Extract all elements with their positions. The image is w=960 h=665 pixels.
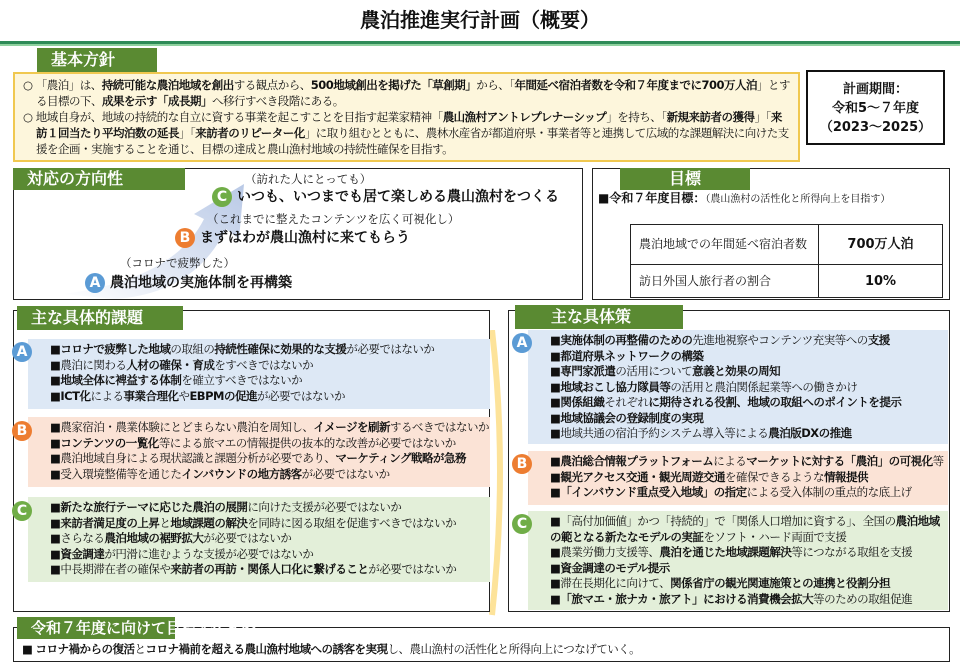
text-segment: 等のための取組促進 <box>813 591 913 606</box>
emphasis-text: 500地域創出を掲げた「草創期」 <box>310 78 477 92</box>
emphasis-text: 持続可能な農泊地域を創出 <box>101 78 234 92</box>
text-segment: による <box>90 388 124 403</box>
text-segment: による <box>713 454 747 468</box>
text-segment: ■ <box>550 454 561 468</box>
list-item <box>50 531 490 547</box>
goals-note: （農山漁村の活性化と所得向上を目指す） <box>705 194 891 205</box>
target-heading: 令和７年度に向けて目指すべき姿 <box>17 617 175 639</box>
badge-b: B <box>12 421 32 441</box>
goal-name: 訪日外国人旅行者の割合 <box>631 265 819 298</box>
emphasis-text: 意義と効果の周知 <box>692 364 781 378</box>
text-segment: し、農山漁村の活性化と所得向上につなげていく。 <box>387 642 641 656</box>
badge-a: A <box>85 273 105 293</box>
text-segment: 等による旅マエの情報提供の抜本的な改善が必要ではないか <box>158 435 456 450</box>
title-rule-light <box>0 44 960 46</box>
basic-policy-box <box>13 72 800 162</box>
text-segment: による受入体制の重点的な底上げ <box>746 485 912 499</box>
text-segment: が必要ではないか <box>203 531 292 545</box>
text-segment: ■ <box>550 348 561 363</box>
target-statement <box>22 642 640 658</box>
list-item <box>50 436 490 452</box>
text-segment: ■ <box>50 515 61 530</box>
emphasis-text: インバウンドの地方誘客 <box>181 466 302 481</box>
emphasis-text: 持続性確保に効果的な支援 <box>214 342 347 356</box>
emphasis-text: コンテンツの一覧化 <box>60 435 159 450</box>
emphasis-text: 農泊版DXの推進 <box>768 426 852 440</box>
emphasis-text: 実施体制の再整備のための <box>560 333 693 347</box>
emphasis-text: 地域協議会の登録制度の実現 <box>560 410 704 425</box>
direction-c-sub: （訪れた人にとっても） <box>245 172 372 186</box>
badge-c: C <box>212 187 232 207</box>
list-item <box>50 389 490 405</box>
text-segment: と <box>134 642 146 656</box>
goal-name: 農泊地域での年間延べ宿泊者数 <box>631 225 819 265</box>
text-segment: 」を持ち、「 <box>606 110 667 124</box>
goals-label <box>598 191 943 221</box>
text-segment: それぞれ <box>604 395 649 409</box>
text-segment: へ移行すべき段階にある。 <box>212 94 344 108</box>
emphasis-text: 来訪１回当たり平均泊数の延長 <box>36 110 782 140</box>
emphasis-text: 支援 <box>867 333 890 347</box>
measures-heading: 主な具体策 <box>515 305 683 329</box>
text-segment: ■滞在長期化に向けて、 <box>550 576 671 590</box>
text-segment: 」とする目標の下、 <box>36 78 790 108</box>
list-item <box>50 373 490 389</box>
emphasis-text: 人材の確保・育成 <box>126 357 215 372</box>
text-segment: 」「 <box>754 110 771 124</box>
list-item <box>550 380 948 396</box>
direction-c-main: いつも、いつまでも居て楽しめる農山漁村をつくる <box>237 189 559 205</box>
emphasis-text: 農泊地域 <box>895 514 940 528</box>
list-item <box>550 395 948 411</box>
text-segment: ■農業労働力支援等、 <box>550 545 660 559</box>
text-segment: ■ <box>550 364 561 378</box>
text-segment: ■ <box>550 379 561 394</box>
measures-group-a <box>528 330 948 444</box>
emphasis-text: 農山漁村アントレプレナーシップ <box>442 110 607 124</box>
text-segment: をすべきではないか <box>214 357 314 372</box>
issues-group-c <box>28 497 490 582</box>
list-item <box>550 454 948 470</box>
badge-a: A <box>12 342 32 362</box>
text-segment: が必要ではないか <box>256 388 345 403</box>
text-segment: する観点から、 <box>233 78 311 92</box>
emphasis-text: 農泊地域の裾野拡大 <box>104 531 204 545</box>
goals-label-text: ■令和７年度目標： <box>598 191 706 205</box>
text-segment: ■ <box>50 342 61 356</box>
emphasis-text: 情報提供 <box>824 469 869 484</box>
plan-period-label: 計画期間： <box>842 82 908 97</box>
direction-a-main: 農泊地域の実施体制を再構築 <box>110 275 292 291</box>
text-segment: の活用について <box>615 364 693 378</box>
direction-b-main: まずはわが農山漁村に来てもらう <box>200 230 410 246</box>
emphasis-text: の範となる新たなモデルの実証 <box>550 529 704 544</box>
text-segment: ■ <box>550 591 561 606</box>
text-segment: ■ <box>22 642 36 656</box>
plan-period-years: 令和5～７年度 <box>831 101 920 116</box>
list-item <box>50 358 490 374</box>
text-segment: から、「 <box>476 78 515 92</box>
list-item <box>50 562 490 578</box>
emphasis-text: イメージを刷新 <box>313 420 391 434</box>
text-segment: が必要ではないか <box>301 466 390 481</box>
policy-paragraph <box>23 109 790 157</box>
text-segment: ■農泊地域自身による現状認識と課題分析が必要であり、 <box>50 451 336 465</box>
text-segment: ■「高付加価値」かつ「持続的」で「関係人口増加に資する」、全国の <box>550 514 896 528</box>
emphasis-text: 年間延べ宿泊者数を令和７年度までに700万人泊 <box>514 78 757 92</box>
text-segment: ■ <box>50 435 61 450</box>
text-segment: ■ <box>50 546 61 561</box>
goal-value: 10% <box>819 265 943 298</box>
measures-group-c <box>528 511 948 610</box>
list-item <box>550 530 948 546</box>
text-segment: の取組の <box>170 342 215 356</box>
emphasis-text: 関係省庁の観光関連施策との連携と役割分担 <box>670 576 891 590</box>
plan-period-box <box>806 70 945 145</box>
text-segment: 等 <box>932 454 944 468</box>
policy-paragraph <box>23 77 790 109</box>
badge-b: B <box>512 454 532 474</box>
badge-c: C <box>512 514 532 534</box>
direction-b-sub: （これまでに整えたコンテンツを広く可視化し） <box>207 212 460 226</box>
emphasis-text: 観光アクセス交通・観光周遊交通 <box>560 469 726 484</box>
goals-table <box>630 224 943 298</box>
list-item <box>550 576 948 592</box>
list-item <box>550 426 948 442</box>
emphasis-text: 新たな旅行テーマに応じた農泊の展開 <box>60 500 248 514</box>
emphasis-text: 来訪者の再訪・関係人口化に繋げること <box>170 562 369 576</box>
text-segment: ■ <box>550 469 561 484</box>
list-item <box>550 333 948 349</box>
plan-period-range: （2023～2025） <box>819 120 932 135</box>
list-item <box>550 485 948 501</box>
text-segment: ■受入環境整備等を通じた <box>50 466 182 481</box>
emphasis-text: 「旅マエ・旅ナカ・旅アト」における消費機会拡大 <box>560 591 814 606</box>
text-segment: 先進地視察やコンテンツ充実等への <box>692 333 868 347</box>
text-segment: が必要ではないか <box>368 562 457 576</box>
list-item <box>50 342 490 358</box>
text-segment: が必要ではないか <box>346 342 435 356</box>
measures-group-b <box>528 451 948 505</box>
issues-heading: 主な具体的課題 <box>17 306 183 330</box>
text-segment: ○ 「農泊」は、 <box>23 78 102 92</box>
text-segment: 」「 <box>179 126 196 140</box>
list-item <box>550 349 948 365</box>
emphasis-text: 都道府県ネットワークの構築 <box>560 348 704 363</box>
text-segment: ■農泊に関わる <box>50 357 127 372</box>
text-segment: ■地域共通の宿泊予約システム導入等による <box>550 426 769 440</box>
list-item <box>550 470 948 486</box>
list-item <box>550 411 948 427</box>
emphasis-text: マーケットに対する「農泊」の可視化 <box>746 454 933 468</box>
emphasis-text: 地域課題の解決 <box>170 515 248 530</box>
text-segment: ■ <box>550 333 561 347</box>
emphasis-text: ICT化 <box>60 388 91 403</box>
emphasis-text: 資金調達のモデル提示 <box>560 560 670 575</box>
issues-group-a <box>28 339 490 409</box>
emphasis-text: 専門家派遣 <box>560 364 616 378</box>
list-item <box>50 451 490 467</box>
text-segment: を同時に図る取組を促進すべきではないか <box>247 515 457 530</box>
emphasis-text: に期待される役割、地域の取組へのポイントを提示 <box>648 395 902 409</box>
text-segment: ■農家宿泊・農業体験にとどまらない農泊を周知し、 <box>50 420 314 434</box>
table-row <box>631 265 943 298</box>
goals-heading: 目標 <box>620 168 750 190</box>
emphasis-text: 「インバウンド重点受入地域」の指定 <box>560 485 747 499</box>
text-segment: 等につながる取組を支援 <box>791 545 913 559</box>
text-segment: の活用と農泊関係起業等への働きかけ <box>670 379 858 394</box>
text-segment: ■ <box>550 485 561 499</box>
text-segment: ■中長期滞在者の確保や <box>50 562 171 576</box>
emphasis-text: 関係組織 <box>560 395 605 409</box>
emphasis-text: 資金調達 <box>60 546 105 561</box>
text-segment: 」に取り組むとともに、農林水産省が都道府県・事業者等と連携して広域的な課題解決に向けた支援を企画・実施することを通じ、目標の達成と農山漁村地域の持続性確保を目指す。 <box>36 126 789 156</box>
text-segment: ○ 地域自身が、地域の持続的な自立に資する事業を起こすことを目指す起業家精神「 <box>23 110 443 124</box>
text-segment: ■ <box>50 373 61 387</box>
emphasis-text: 農泊総合情報プラットフォーム <box>560 454 714 468</box>
list-item <box>50 516 490 532</box>
text-segment: ■ <box>50 388 61 403</box>
list-item <box>50 500 490 516</box>
text-segment: に向けた支援が必要ではないか <box>247 500 402 514</box>
emphasis-text: マーケティング戦略が急務 <box>335 451 466 465</box>
list-item <box>50 420 490 436</box>
direction-a-sub: （コロナで疲弊した） <box>120 256 235 270</box>
emphasis-text: コロナで疲弊した地域 <box>60 342 171 356</box>
badge-c: C <box>12 501 32 521</box>
list-item <box>550 514 948 530</box>
goal-value: 700万人泊 <box>819 225 943 265</box>
text-segment: ■さらなる <box>50 531 105 545</box>
emphasis-text: 農泊を通じた地域課題解決 <box>659 545 792 559</box>
list-item <box>50 547 490 563</box>
list-item <box>550 545 948 561</box>
text-segment: ■ <box>50 500 61 514</box>
emphasis-text: コロナ禍前を超える農山漁村地域への誘客を実現 <box>145 642 388 656</box>
issues-group-b <box>28 417 490 487</box>
emphasis-text: EBPMの促進 <box>189 388 257 403</box>
text-segment: が円滑に進むような支援が必要ではないか <box>104 546 314 561</box>
text-segment: を確保できるような <box>725 469 825 484</box>
table-row <box>631 225 943 265</box>
text-segment: ■ <box>550 410 561 425</box>
page-title: 農泊推進実行計画（概要） <box>360 8 600 32</box>
list-item <box>550 364 948 380</box>
direction-heading: 対応の方向性 <box>13 168 185 190</box>
text-segment: や <box>178 388 190 403</box>
emphasis-text: 成果を示す「成長期」 <box>102 94 212 108</box>
badge-a: A <box>512 333 532 353</box>
emphasis-text: 新規来訪者の獲得 <box>666 110 755 124</box>
emphasis-text: 事業合理化 <box>123 388 179 403</box>
text-segment: ■ <box>550 395 561 409</box>
emphasis-text: 来訪者満足度の上昇 <box>60 515 160 530</box>
text-segment: するべきではないか <box>390 420 490 434</box>
text-segment: と <box>159 515 171 530</box>
emphasis-text: 来訪者のリピーター化 <box>195 126 305 140</box>
text-segment: を確立すべきではないか <box>181 373 303 387</box>
emphasis-text: 地域全体に裨益する体制 <box>60 373 182 387</box>
emphasis-text: 地域おこし協力隊員等 <box>560 379 671 394</box>
basic-policy-heading: 基本方針 <box>37 48 157 72</box>
badge-b: B <box>175 228 195 248</box>
emphasis-text: コロナ禍からの復活 <box>35 642 135 656</box>
list-item <box>50 467 490 483</box>
list-item <box>550 561 948 577</box>
text-segment: をソフト・ハード両面で支援 <box>703 529 847 544</box>
text-segment: ■ <box>550 560 561 575</box>
list-item <box>550 592 948 608</box>
